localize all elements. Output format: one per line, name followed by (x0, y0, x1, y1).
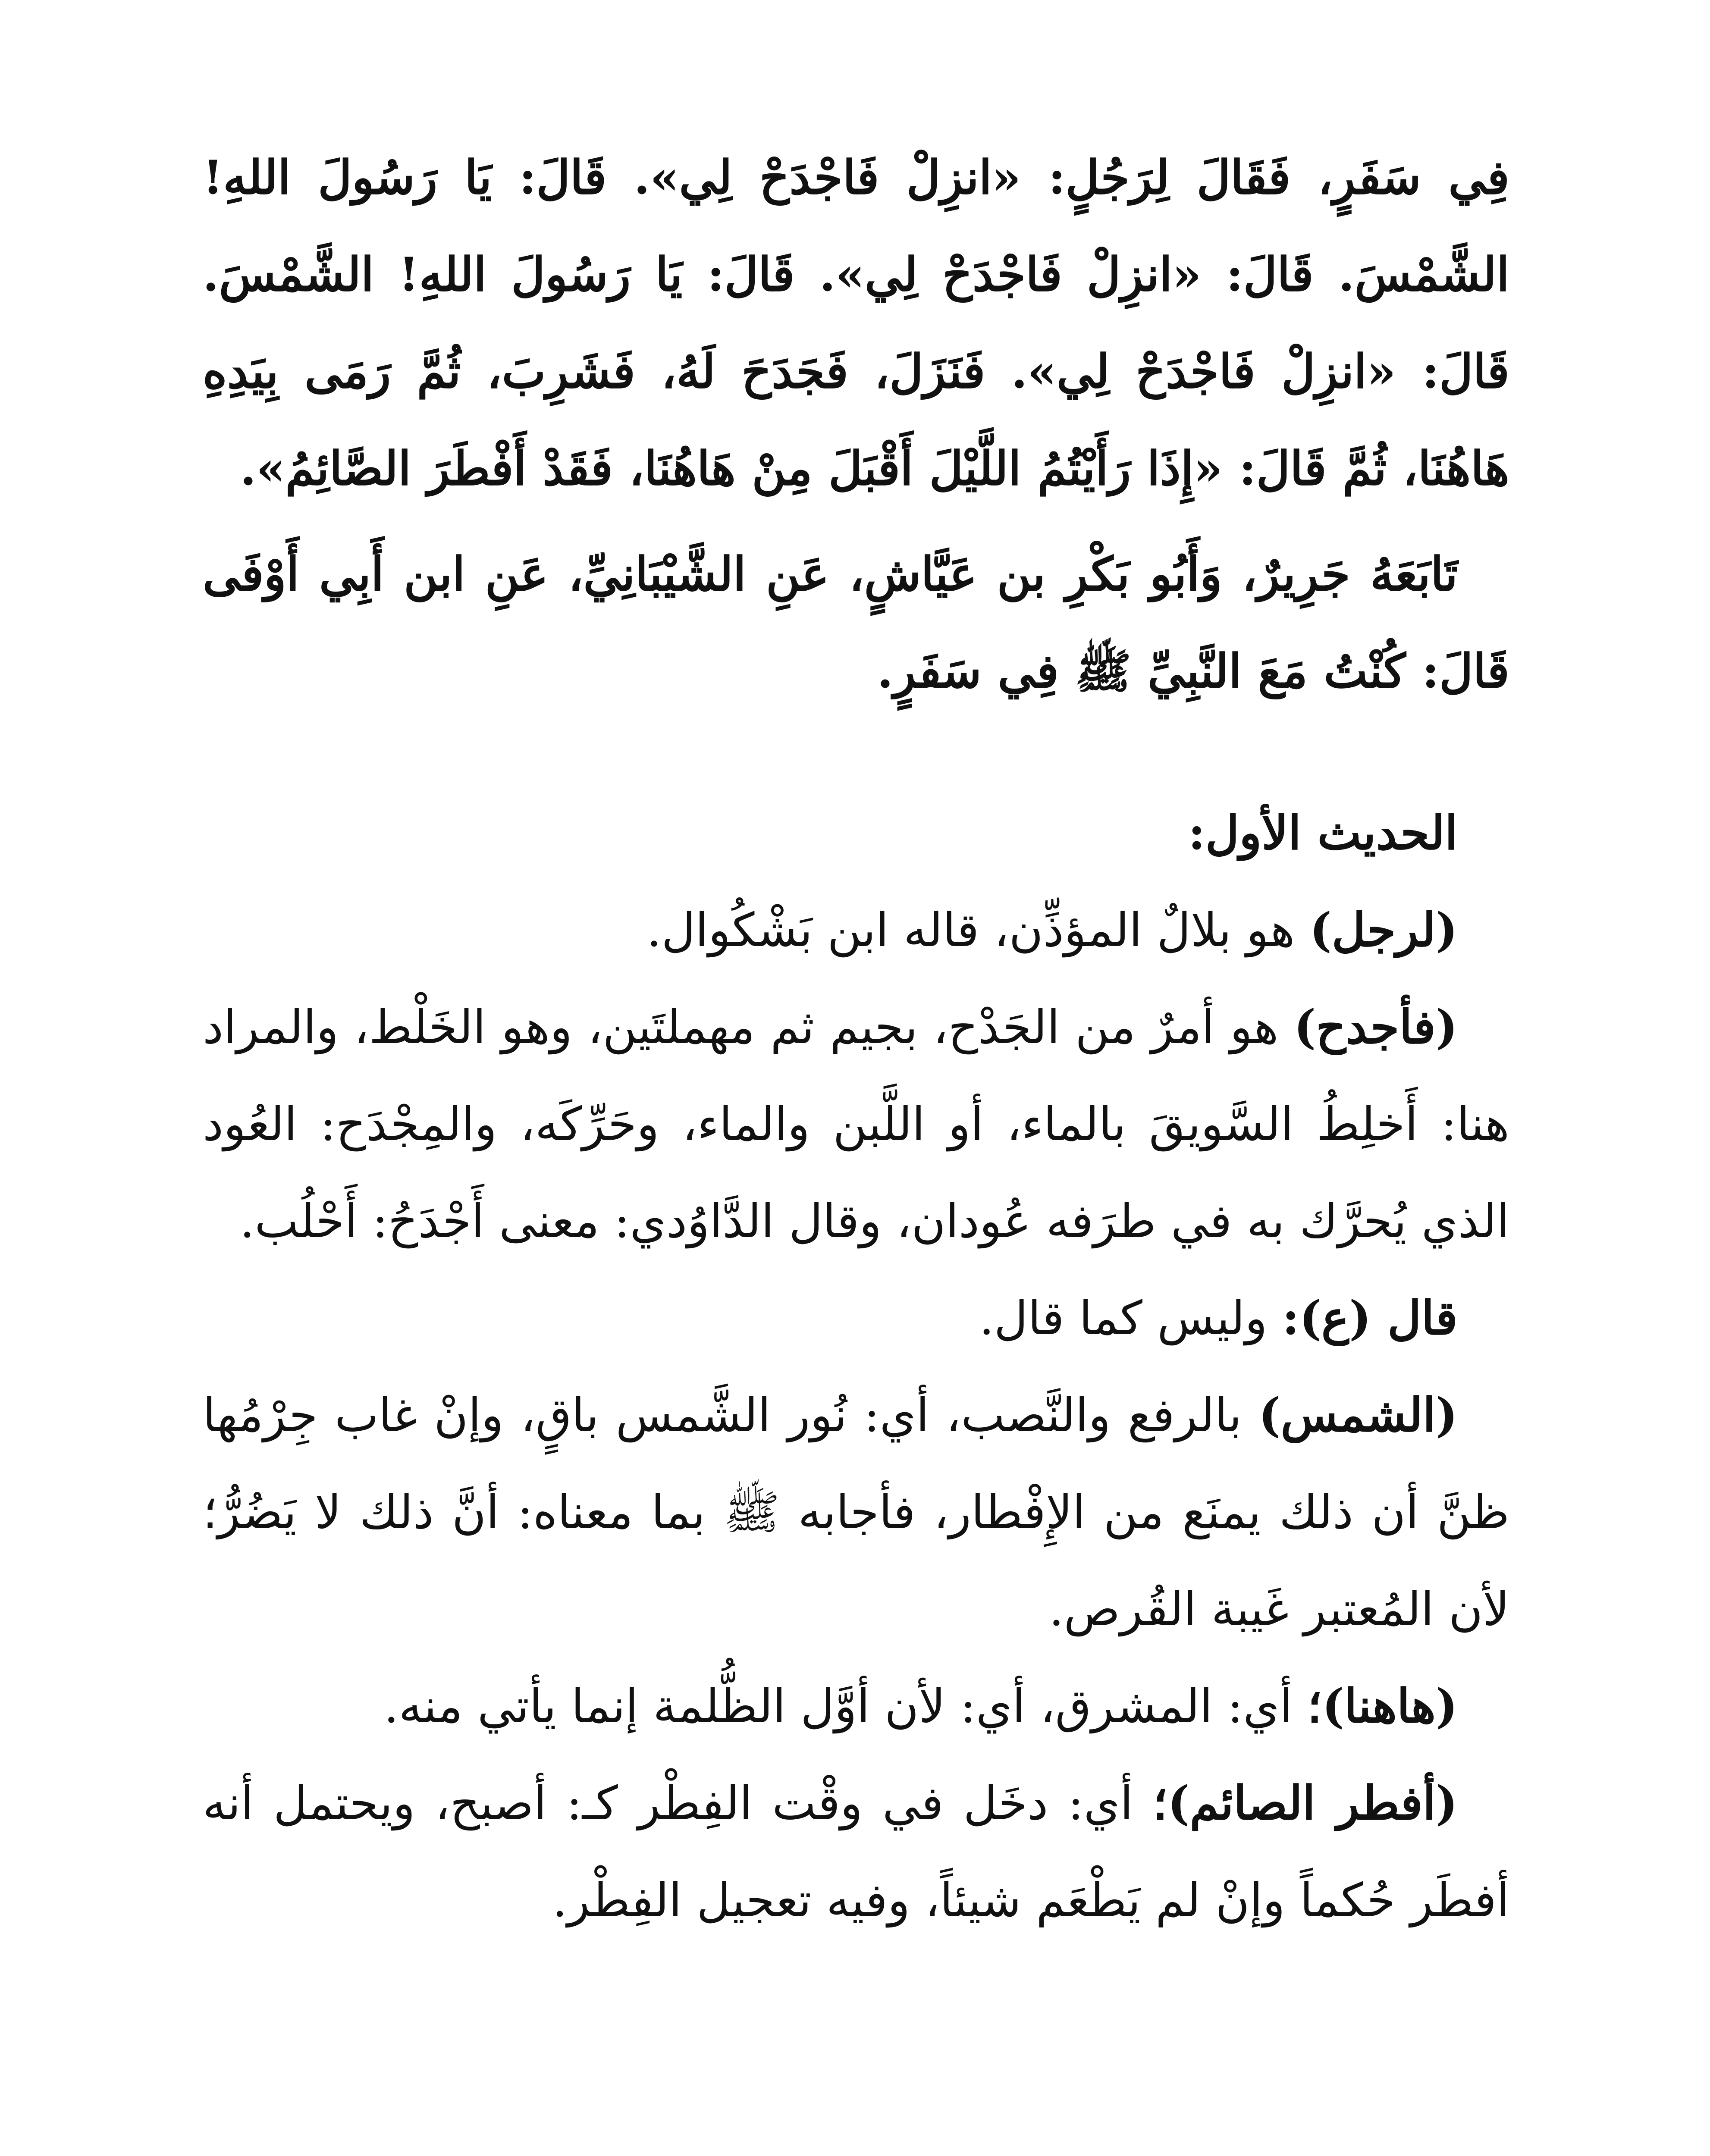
commentary-term: (لرجل) (1309, 903, 1458, 957)
commentary-term: (أفطر الصائم)؛ (1153, 1776, 1458, 1830)
commentary-term: (الشمس) (1258, 1388, 1458, 1442)
commentary-paragraph (203, 882, 1509, 979)
book-page (203, 129, 1509, 2156)
commentary-paragraph (203, 1658, 1509, 1755)
commentary-body: أي: دخَل في وقْت الفِطْر كـ: أصبح، ويحتمل أنه أفطَر حُكماً وإنْ لم يَطْعَم شيئاً، وفيه تعجيل الفِطْر. (203, 1777, 1509, 1927)
commentary-term: قال (ع): (1282, 1291, 1458, 1345)
hadith-follow-up: تَابَعَهُ جَرِيرٌ، وَأَبُو بَكْرِ بن عَيَّاشٍ، عَنِ الشَّيْبَانِيِّ، عَنِ ابن أَبِي أَوْفَى قَالَ: كُنْتُ مَعَ النَّبِيِّ ﷺ فِي سَفَرٍ. (203, 547, 1509, 699)
commentary-body: وليس كما قال. (979, 1291, 1282, 1345)
commentary-term: (فأجدح) (1294, 1000, 1458, 1054)
commentary-body: أي: المشرق، أي: لأن أوَّل الظُّلمة إنما يأتي منه. (384, 1680, 1308, 1733)
commentary-body: هو بلالٌ المؤذِّن، قاله ابن بَشْكُوال. (646, 903, 1310, 957)
commentary-paragraph (203, 1270, 1509, 1367)
commentary-paragraph (203, 1367, 1509, 1658)
commentary-heading: الحديث الأول: (1188, 806, 1458, 860)
commentary-paragraph (203, 1755, 1509, 1949)
page-text (203, 129, 1509, 1949)
commentary-body: بالرفع والنَّصب، أي: نُور الشَّمس باقٍ، وإنْ غاب جِرْمُها ظنَّ أن ذلك يمنَع من الإِفْطار، فأجابه ﷺ بما معناه: أنَّ ذلك لا يَضُرُّ؛ لأن المُعتبر غَيبة القُرص. (203, 1388, 1509, 1636)
hadith-text: فِي سَفَرٍ، فَقَالَ لِرَجُلٍ: «انزِلْ فَاجْدَحْ لِي». قَالَ: يَا رَسُولَ اللهِ! الشَّمْسَ. قَالَ: «انزِلْ فَاجْدَحْ لِي». قَالَ: يَا رَسُولَ اللهِ! الشَّمْسَ. قَالَ: «انزِلْ فَاجْدَحْ لِي». فَنَزَلَ، فَجَدَحَ لَهُ، فَشَرِبَ، ثُمَّ رَمَى بِيَدِهِ هَاهُنَا، ثُمَّ قَالَ: «إِذَا رَأَيْتُمُ اللَّيْلَ أَقْبَلَ مِنْ هَاهُنَا، فَقَدْ أَفْطَرَ الصَّائِمُ». (203, 150, 1509, 496)
commentary-term: (هاهنا)؛ (1307, 1679, 1458, 1733)
commentary-body: هو أمرٌ من الجَدْح، بجيم ثم مهملتَين، وهو الخَلْط، والمراد هنا: أَخلِطُ السَّويقَ بالماء، أو اللَّبن والماء، وحَرِّكَه، والمِجْدَح: العُود الذي يُحرَّك به في طرَفه عُودان، وقال الدَّاوُدي: معنى أَجْدَحُ: أَحْلُب. (203, 1000, 1509, 1248)
commentary-paragraph (203, 979, 1509, 1270)
